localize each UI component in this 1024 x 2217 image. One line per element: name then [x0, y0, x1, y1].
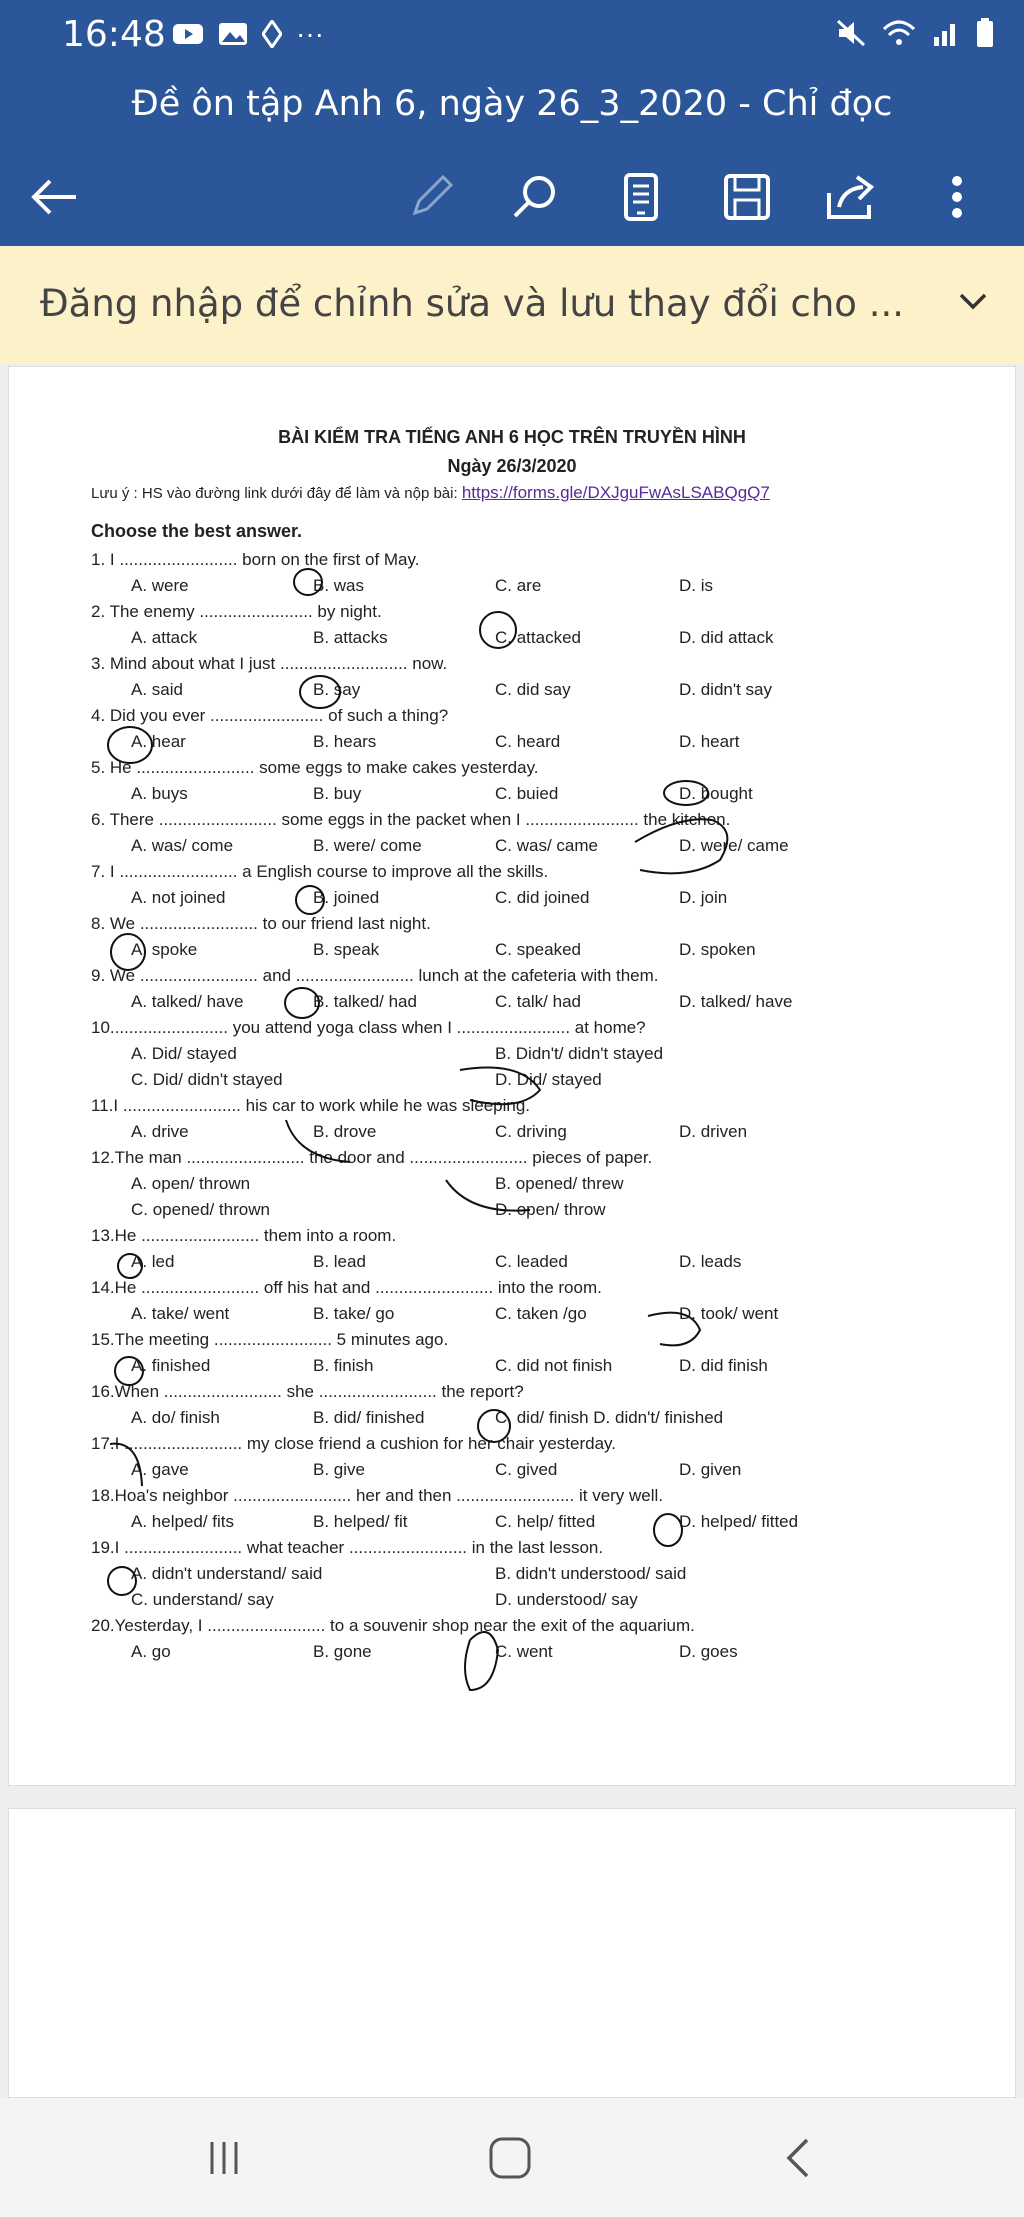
question-16-options — [91, 1405, 991, 1431]
nav-back-button[interactable] — [768, 2128, 828, 2188]
youtube-icon — [172, 22, 204, 46]
option: A. were — [131, 576, 189, 595]
home-button[interactable] — [480, 2128, 540, 2188]
option: B. gone — [313, 1642, 372, 1661]
question-3-options — [91, 677, 991, 703]
option: C. did not finish — [495, 1356, 613, 1375]
question-20-options — [91, 1639, 991, 1665]
question-4: 4. Did you ever ........................ of such a thing? — [91, 706, 449, 725]
option: B. hears — [313, 732, 377, 751]
option: D. spoken — [679, 940, 756, 959]
option: A. open/ thrown — [131, 1174, 251, 1193]
location-icon — [262, 20, 282, 48]
option: C. driving — [495, 1122, 567, 1141]
option: D. goes — [679, 1642, 738, 1661]
question-9-options — [91, 989, 991, 1015]
option: C. leaded — [495, 1252, 568, 1271]
option: A. didn't understand/ said — [131, 1564, 323, 1583]
question-1-options — [91, 573, 991, 599]
question-18-options — [91, 1509, 991, 1535]
pen-icon — [407, 173, 455, 221]
question-10: 10......................... you attend yoga class when I ........................ at home? — [91, 1018, 646, 1037]
option: D. Did/ stayed — [495, 1070, 602, 1089]
question-2-options — [91, 625, 991, 651]
option: D. talked/ have — [679, 992, 793, 1011]
question-4-options — [91, 729, 991, 755]
option: C. taken /go — [495, 1304, 587, 1323]
option: D. did attack — [679, 628, 774, 647]
option: B. didn't understood/ said — [495, 1564, 687, 1583]
option: A. led — [131, 1252, 175, 1271]
option: C. talk/ had — [495, 992, 581, 1011]
system-nav-bar — [0, 2098, 1024, 2217]
option: D. were/ came — [679, 836, 789, 855]
option: A. gave — [131, 1460, 189, 1479]
recent-apps-button[interactable] — [194, 2128, 254, 2188]
question-7: 7. I ......................... a English course to improve all the skills. — [91, 862, 549, 881]
question-2: 2. The enemy ........................ by night. — [91, 602, 382, 621]
instruction: Choose the best answer. — [91, 521, 303, 541]
question-3: 3. Mind about what I just ........................... now. — [91, 654, 448, 673]
option: C. did say — [495, 680, 571, 699]
more-notifications: ··· — [296, 18, 324, 49]
question-6: 6. There ......................... some eggs in the packet when I ........................ the kitchen. — [91, 810, 731, 829]
chevron-down-icon[interactable] — [956, 284, 990, 318]
recent-apps-icon — [204, 2138, 244, 2178]
option: D. took/ went — [679, 1304, 779, 1323]
search-icon — [510, 172, 560, 222]
option: A. hear — [131, 732, 186, 751]
battery-icon — [976, 18, 994, 48]
question-18: 18.Hoa's neighbor ......................... her and then ......................... it very well. — [91, 1486, 664, 1505]
option: C. speaked — [495, 940, 581, 959]
doc-date: Ngày 26/3/2020 — [447, 456, 577, 476]
mute-icon — [836, 19, 866, 47]
option: D. given — [679, 1460, 742, 1479]
option: C. are — [495, 576, 542, 595]
share-button[interactable] — [818, 164, 884, 230]
option: D. driven — [679, 1122, 748, 1141]
option: A. was/ come — [131, 836, 234, 855]
option: B. talked/ had — [313, 992, 417, 1011]
home-icon — [488, 2136, 532, 2180]
question-12: 12.The man ......................... the door and ......................... pieces of paper. — [91, 1148, 653, 1167]
status-notification-icons — [172, 18, 324, 50]
option: A. take/ went — [131, 1304, 230, 1323]
option: B. were/ come — [313, 836, 422, 855]
option: B. buy — [313, 784, 362, 803]
document-title: Đề ôn tập Anh 6, ngày 26_3_2020 - Chỉ đọc — [131, 84, 893, 124]
doc-heading: BÀI KIỂM TRA TIẾNG ANH 6 HỌC TRÊN TRUYỀN HÌNH — [278, 427, 746, 447]
question-7-options — [91, 885, 991, 911]
option: B. was — [313, 576, 365, 595]
question-13: 13.He ......................... them into a room. — [91, 1226, 397, 1245]
question-5-options — [91, 781, 991, 807]
option: C. gived — [495, 1460, 558, 1479]
question-14-options — [91, 1301, 991, 1327]
gallery-icon — [218, 21, 248, 47]
question-12-options — [91, 1197, 991, 1223]
option: B. attacks — [313, 628, 388, 647]
option: D. didn't say — [679, 680, 773, 699]
question-19-options — [91, 1561, 991, 1587]
question-11: 11.I ......................... his car to work while he was sleeping. — [91, 1096, 531, 1115]
question-6-options — [91, 833, 991, 859]
option: D. leads — [679, 1252, 742, 1271]
option: D. did finish — [679, 1356, 768, 1375]
status-time: 16:48 — [62, 14, 166, 55]
option: A. said — [131, 680, 183, 699]
question-19-options — [91, 1587, 991, 1613]
wifi-icon — [882, 19, 916, 47]
question-list — [91, 547, 991, 1665]
share-icon — [825, 173, 877, 221]
status-bar — [0, 0, 1024, 78]
document-page-2 — [8, 1808, 1016, 2098]
reading-view-button[interactable] — [608, 164, 674, 230]
option: B. Didn't/ didn't stayed — [495, 1044, 664, 1063]
signal-icon — [932, 19, 960, 47]
option: D. understood/ say — [495, 1590, 638, 1609]
question-14: 14.He ......................... off his hat and ......................... into the room. — [91, 1278, 602, 1297]
question-20: 20.Yesterday, I ......................... to a souvenir shop near the exit of the aquarium. — [91, 1616, 695, 1635]
option: D. join — [679, 888, 728, 907]
option: D. bought — [679, 784, 753, 803]
option: B. helped/ fit — [313, 1512, 408, 1531]
option: C. heard — [495, 732, 561, 751]
question-16: 16.When ......................... she ......................... the report? — [91, 1382, 524, 1401]
save-button[interactable] — [714, 164, 780, 230]
option: A. talked/ have — [131, 992, 244, 1011]
option: A. buys — [131, 784, 188, 803]
option: C. attacked — [495, 628, 581, 647]
question-19: 19.I ......................... what teacher ......................... in the last lesson. — [91, 1538, 604, 1557]
edit-button[interactable] — [398, 164, 464, 230]
save-icon — [723, 173, 771, 221]
sign-in-banner[interactable] — [0, 246, 1024, 364]
option: D. heart — [679, 732, 740, 751]
option: C. did/ finish D. didn't/ finished — [495, 1408, 724, 1427]
option: A. spoke — [131, 940, 198, 959]
question-8-options — [91, 937, 991, 963]
option: B. did/ finished — [313, 1408, 425, 1427]
option: B. opened/ threw — [495, 1174, 624, 1193]
more-options-button[interactable] — [924, 164, 990, 230]
option: B. take/ go — [313, 1304, 395, 1323]
option: D. is — [679, 576, 713, 595]
question-11-options — [91, 1119, 991, 1145]
question-15: 15.The meeting ......................... 5 minutes ago. — [91, 1330, 449, 1349]
option: C. opened/ thrown — [131, 1200, 270, 1219]
question-12-options — [91, 1171, 991, 1197]
option: C. Did/ didn't stayed — [131, 1070, 283, 1089]
option: C. was/ came — [495, 836, 598, 855]
option: A. do/ finish — [131, 1408, 220, 1427]
option: B. lead — [313, 1252, 366, 1271]
option: C. did joined — [495, 888, 590, 907]
question-17-options — [91, 1457, 991, 1483]
option: A. finished — [131, 1356, 211, 1375]
option: B. speak — [313, 940, 380, 959]
question-10-options — [91, 1067, 991, 1093]
option: B. give — [313, 1460, 365, 1479]
sign-in-banner-text: Đăng nhập để chỉnh sửa và lưu thay đổi cho ... — [40, 282, 904, 325]
doc-note-text: Lưu ý : HS vào đường link dưới đây để làm và nộp bài: — [91, 485, 462, 502]
option: D. helped/ fitted — [679, 1512, 799, 1531]
question-1: 1. I ......................... born on the first of May. — [91, 550, 420, 569]
option: A. drive — [131, 1122, 189, 1141]
option: C. went — [495, 1642, 553, 1661]
option: B. finish — [313, 1356, 374, 1375]
option: A. Did/ stayed — [131, 1044, 237, 1063]
option: C. help/ fitted — [495, 1512, 596, 1531]
option: B. say — [313, 680, 361, 699]
option: A. helped/ fits — [131, 1512, 235, 1531]
option: B. joined — [313, 888, 380, 907]
option: A. go — [131, 1642, 171, 1661]
question-9: 9. We ......................... and ......................... lunch at the cafeteria with them. — [91, 966, 659, 985]
doc-note — [91, 483, 770, 503]
option: A. attack — [131, 628, 198, 647]
reading-view-icon — [623, 172, 659, 222]
option: C. buied — [495, 784, 559, 803]
document-page — [8, 366, 1016, 1786]
option: C. understand/ say — [131, 1590, 274, 1609]
back-icon — [783, 2136, 813, 2180]
option: A. not joined — [131, 888, 226, 907]
question-13-options — [91, 1249, 991, 1275]
question-10-options — [91, 1041, 991, 1067]
option: D. open/ throw — [495, 1200, 606, 1219]
question-17: 17.I ......................... my close friend a cushion for her chair yesterday. — [91, 1434, 617, 1453]
question-15-options — [91, 1353, 991, 1379]
toolbar — [0, 150, 1024, 246]
status-system-icons — [836, 18, 994, 48]
search-button[interactable] — [502, 164, 568, 230]
back-arrow-icon — [30, 177, 80, 217]
back-button[interactable] — [22, 164, 88, 230]
form-link[interactable]: https://forms.gle/DXJguFwAsLSABQgQ7 — [461, 483, 770, 502]
more-vert-icon — [950, 173, 964, 221]
question-8: 8. We ......................... to our friend last night. — [91, 914, 431, 933]
question-5: 5. He ......................... some eggs to make cakes yesterday. — [91, 758, 539, 777]
option: B. drove — [313, 1122, 377, 1141]
